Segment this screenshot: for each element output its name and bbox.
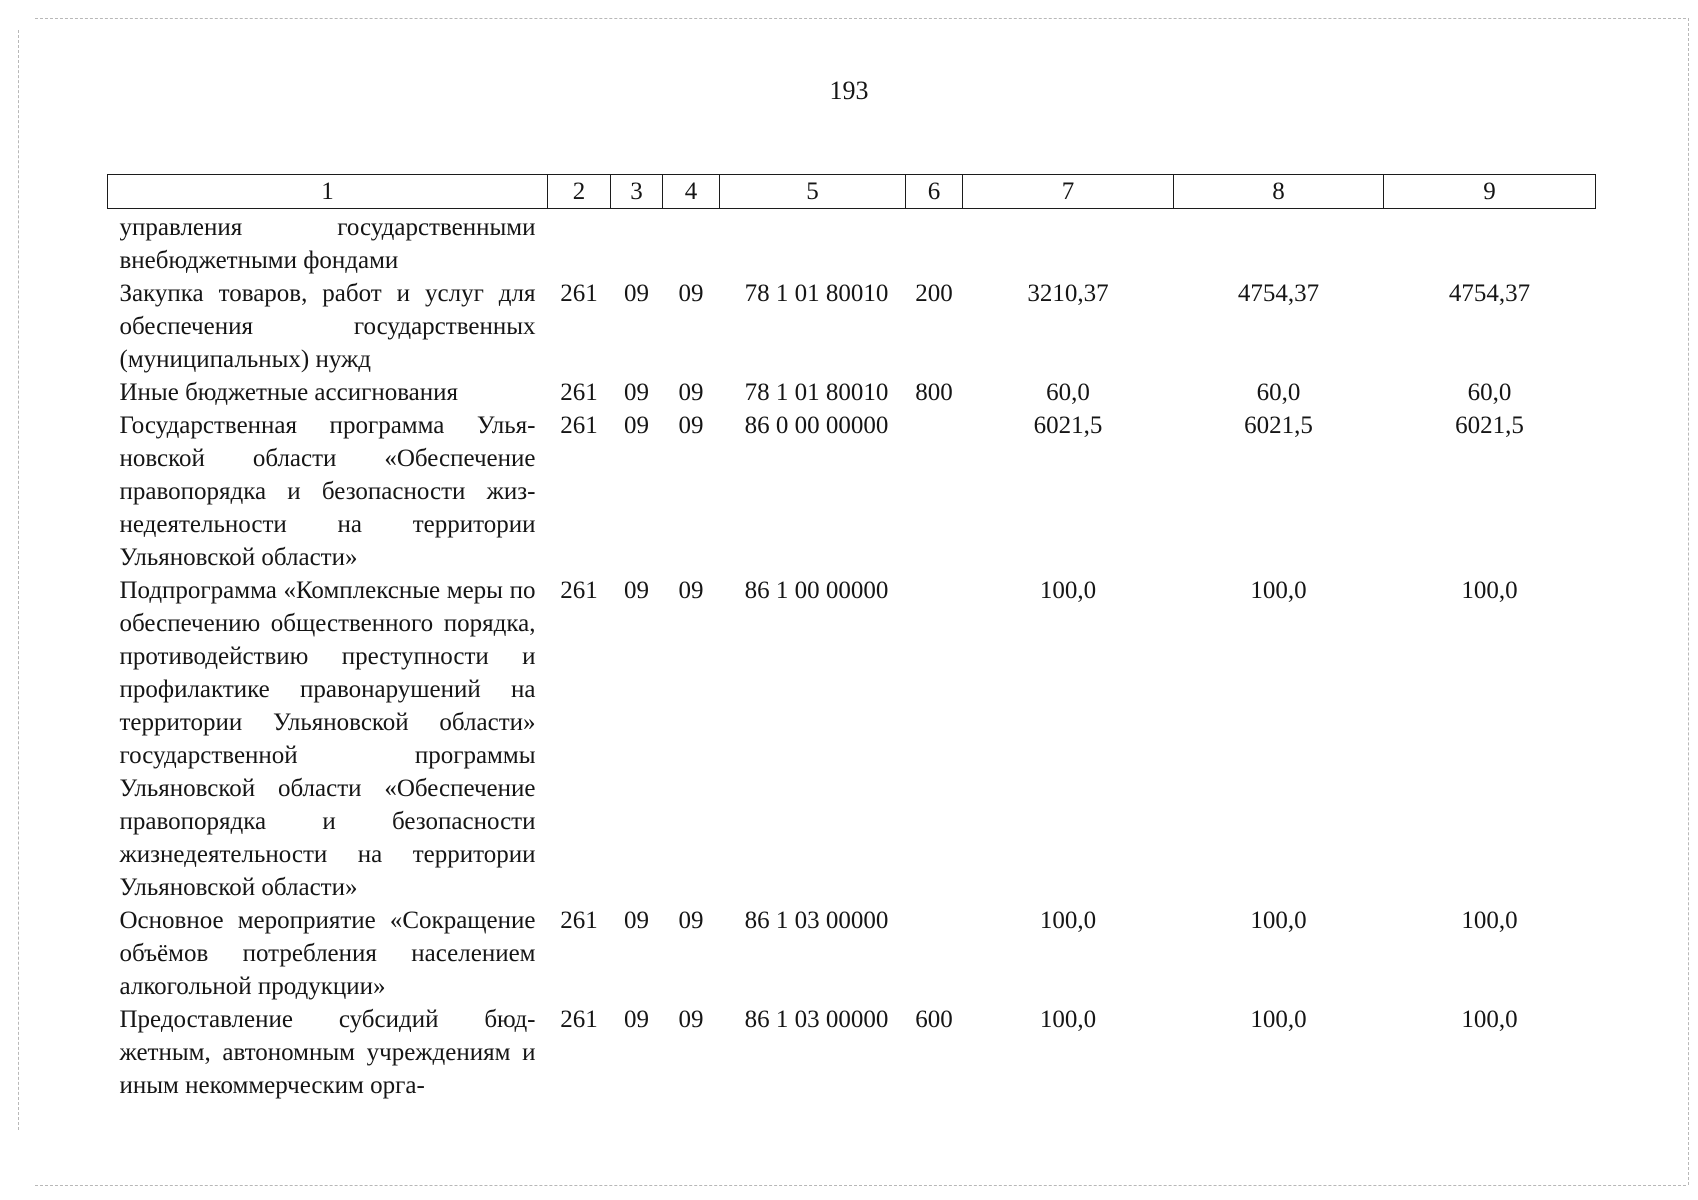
cell-col7: 60,0 bbox=[1046, 379, 1090, 406]
cell-col4: 09 bbox=[678, 577, 704, 604]
cell-col5: 86 1 03 00000 bbox=[744, 907, 889, 934]
cell-col3 bbox=[611, 209, 663, 278]
scan-edge-left bbox=[18, 30, 19, 1130]
cell-col4: 09 bbox=[678, 1006, 704, 1033]
cell-col4: 09 bbox=[678, 379, 704, 406]
cell-col3: 09 bbox=[624, 412, 649, 439]
cell-col7: 100,0 bbox=[1039, 907, 1097, 934]
cell-col6: 200 bbox=[915, 280, 953, 307]
cell-col9: 6021,5 bbox=[1455, 412, 1524, 439]
cell-col6 bbox=[906, 574, 963, 904]
cell-col8: 100,0 bbox=[1250, 577, 1307, 604]
cell-col6: 800 bbox=[915, 379, 953, 406]
cell-col2: 261 bbox=[560, 379, 598, 406]
table-row bbox=[108, 409, 1596, 574]
table-row bbox=[108, 376, 1596, 409]
cell-col3: 09 bbox=[624, 577, 649, 604]
scan-edge-bottom bbox=[35, 1185, 1686, 1186]
scan-edge-right bbox=[1688, 18, 1689, 1185]
row-name: Основное мероприятие «Сокращение объёмов потребления населением алкогольной продукции» bbox=[119, 907, 536, 1000]
row-name: Предоставление субсидий бюджетным, автономным учреждениям и иным некоммерческим орга- bbox=[119, 1006, 536, 1099]
column-header: 8 bbox=[1174, 175, 1384, 209]
column-header: 1 bbox=[108, 175, 548, 209]
cell-col3: 09 bbox=[624, 379, 649, 406]
row-name: Подпрограмма «Комплексные меры по обеспечению общественного порядка, противодействию преступности и профилактике правонарушений на территории Ульяновской области» государственной программы Ульяновской области «Обеспечение правопорядка и безопасности жизнедеятельности на территории Ульяновской области» bbox=[119, 577, 536, 901]
cell-col2 bbox=[548, 209, 611, 278]
column-header: 4 bbox=[663, 175, 720, 209]
table-header-row bbox=[108, 175, 1596, 209]
cell-col8: 100,0 bbox=[1250, 1006, 1307, 1033]
cell-col4: 09 bbox=[678, 412, 704, 439]
cell-col2: 261 bbox=[560, 1006, 598, 1033]
cell-col9 bbox=[1384, 209, 1596, 278]
table-row bbox=[108, 904, 1596, 1003]
cell-col3: 09 bbox=[624, 280, 649, 307]
cell-col6 bbox=[906, 409, 963, 574]
cell-col5 bbox=[720, 209, 906, 278]
cell-col8: 4754,37 bbox=[1237, 280, 1320, 307]
table-row bbox=[108, 209, 1596, 278]
cell-col7 bbox=[963, 209, 1174, 278]
budget-table bbox=[107, 174, 1596, 1102]
row-name: Государственная программа Ульяновской области «Обеспечение правопорядка и безопасности жизнедеятельности на территории Ульяновской области» bbox=[119, 412, 536, 571]
table-row bbox=[108, 277, 1596, 376]
cell-col7: 100,0 bbox=[1039, 1006, 1097, 1033]
column-header: 3 bbox=[611, 175, 663, 209]
cell-col3: 09 bbox=[624, 1006, 649, 1033]
cell-col7: 100,0 bbox=[1039, 577, 1097, 604]
cell-col9: 100,0 bbox=[1461, 907, 1518, 934]
cell-col5: 78 1 01 80010 bbox=[744, 280, 889, 307]
scan-edge-top bbox=[35, 18, 1686, 19]
cell-col9: 100,0 bbox=[1461, 1006, 1518, 1033]
cell-col9: 60,0 bbox=[1467, 379, 1512, 406]
column-header: 7 bbox=[963, 175, 1174, 209]
cell-col5: 78 1 01 80010 bbox=[744, 379, 889, 406]
cell-col3: 09 bbox=[624, 907, 649, 934]
row-name: Закупка товаров, работ и услуг для обеспечения государственных (муниципальных) нужд bbox=[119, 280, 536, 373]
cell-col6: 600 bbox=[915, 1006, 953, 1033]
cell-col8: 100,0 bbox=[1250, 907, 1307, 934]
cell-col9: 4754,37 bbox=[1448, 280, 1531, 307]
cell-col4: 09 bbox=[678, 907, 704, 934]
cell-col2: 261 bbox=[560, 577, 598, 604]
cell-col7: 3210,37 bbox=[1027, 280, 1109, 307]
cell-col2: 261 bbox=[560, 412, 598, 439]
cell-col9: 100,0 bbox=[1461, 577, 1518, 604]
cell-col8: 60,0 bbox=[1256, 379, 1301, 406]
column-header: 9 bbox=[1384, 175, 1596, 209]
column-header: 2 bbox=[548, 175, 611, 209]
cell-col7: 6021,5 bbox=[1033, 412, 1103, 439]
column-header: 5 bbox=[720, 175, 906, 209]
cell-col5: 86 0 00 00000 bbox=[744, 412, 889, 439]
cell-col8 bbox=[1174, 209, 1384, 278]
cell-col4 bbox=[663, 209, 720, 278]
cell-col4: 09 bbox=[678, 280, 704, 307]
table-row bbox=[108, 574, 1596, 904]
cell-col6 bbox=[906, 904, 963, 1003]
cell-col6 bbox=[906, 209, 963, 278]
cell-col5: 86 1 00 00000 bbox=[744, 577, 889, 604]
row-name: управления государственными внебюджетными фондами bbox=[119, 214, 536, 274]
cell-col8: 6021,5 bbox=[1244, 412, 1313, 439]
page-number: 193 bbox=[829, 76, 869, 105]
cell-col2: 261 bbox=[560, 907, 598, 934]
column-header: 6 bbox=[906, 175, 963, 209]
table-row bbox=[108, 1003, 1596, 1102]
row-name: Иные бюджетные ассигнования bbox=[119, 379, 459, 406]
cell-col2: 261 bbox=[560, 280, 598, 307]
cell-col5: 86 1 03 00000 bbox=[744, 1006, 889, 1033]
